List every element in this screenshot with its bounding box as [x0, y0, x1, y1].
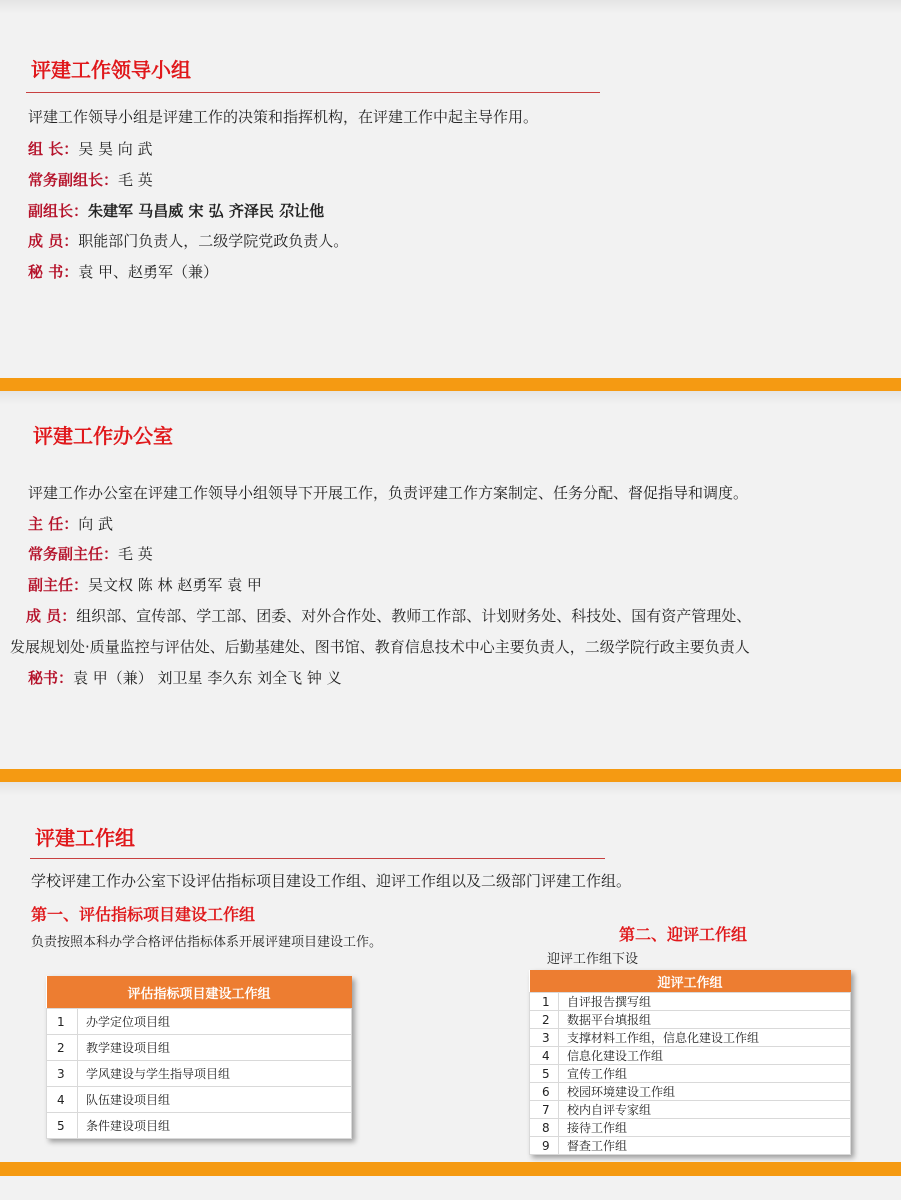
section1-title: 评建工作领导小组 [31, 58, 191, 82]
table-row [47, 1035, 352, 1061]
row-number: 7 [530, 1101, 559, 1119]
section-shade [0, 391, 901, 405]
section2-row-secretary [28, 667, 342, 688]
section1-description: 评建工作领导小组是评建工作的决策和指挥机构，在评建工作中起主导作用。 [28, 108, 539, 126]
section2-row-director [28, 513, 113, 534]
section1-row-members [28, 230, 348, 251]
row-label: 秘 书： [28, 263, 79, 281]
section3-title: 评建工作组 [35, 826, 135, 850]
section3-title-rule [30, 858, 605, 859]
section3-description: 学校评建工作办公室下设评估指标项目建设工作组、迎评工作组以及二级部门评建工作组。 [31, 872, 632, 890]
row-label: 副主任： [28, 576, 89, 594]
table-row [530, 1101, 851, 1119]
row-number: 1 [47, 1009, 78, 1035]
row-label: 常务副主任： [28, 545, 119, 563]
row-name: 接待工作组 [559, 1119, 851, 1137]
table-row [530, 1011, 851, 1029]
bottom-strip [0, 1176, 901, 1200]
row-number: 4 [530, 1047, 559, 1065]
section2-title: 评建工作办公室 [33, 424, 173, 448]
table-row [47, 1061, 352, 1087]
section-shade [0, 782, 901, 796]
row-value: 向 武 [78, 515, 114, 533]
row-label: 主 任： [28, 515, 79, 533]
row-number: 3 [47, 1061, 78, 1087]
part2-heading: 第二、迎评工作组 [619, 925, 748, 944]
section2-row-members [26, 605, 751, 626]
row-number: 1 [530, 993, 559, 1011]
table-row [47, 1113, 352, 1139]
section1-title-rule [26, 92, 600, 93]
row-name: 校内自评专家组 [559, 1101, 851, 1119]
part2-description: 迎评工作组下设 [547, 952, 639, 967]
part1-description: 负责按照本科办学合格评估指标体系开展评建项目建设工作。 [31, 935, 383, 950]
row-name: 校园环境建设工作组 [559, 1083, 851, 1101]
row-value: 职能部门负责人，二级学院党政负责人。 [78, 232, 349, 250]
row-value: 袁 甲（兼） 刘卫星 李久东 刘全飞 钟 义 [73, 669, 342, 687]
row-label: 成 员： [28, 232, 79, 250]
bottom-bar [0, 1162, 901, 1176]
section2-row-members-cont [10, 636, 750, 657]
row-number: 6 [530, 1083, 559, 1101]
row-label: 副组长： [28, 202, 89, 220]
table-header: 迎评工作组 [530, 970, 851, 993]
indicator-groups-table [46, 976, 352, 1139]
row-number: 2 [47, 1035, 78, 1061]
row-name: 宣传工作组 [559, 1065, 851, 1083]
row-label: 秘书： [28, 669, 74, 687]
divider-bar [0, 769, 901, 782]
row-number: 5 [47, 1113, 78, 1139]
section1-row-leader [28, 138, 153, 159]
row-name: 支撑材料工作组，信息化建设工作组 [559, 1029, 851, 1047]
row-label: 成 员： [26, 607, 77, 625]
reception-groups-table [529, 970, 851, 1155]
row-name: 督查工作组 [559, 1137, 851, 1155]
row-name: 队伍建设项目组 [78, 1087, 352, 1113]
row-name: 学风建设与学生指导项目组 [78, 1061, 352, 1087]
section2-row-deputy [28, 574, 262, 595]
table-row [530, 1047, 851, 1065]
row-value: 发展规划处·质量监控与评估处、后勤基建处、图书馆、教育信息技术中心主要负责人，二级学院行政主要负责人 [10, 638, 750, 656]
table-row [530, 1083, 851, 1101]
table-row [530, 1137, 851, 1155]
row-name: 信息化建设工作组 [559, 1047, 851, 1065]
top-shade [0, 0, 901, 14]
section-leadership-group [0, 0, 901, 378]
row-label: 常务副组长： [28, 171, 119, 189]
table-row [47, 1087, 352, 1113]
row-number: 5 [530, 1065, 559, 1083]
table-row [530, 993, 851, 1011]
row-number: 4 [47, 1087, 78, 1113]
table-row [47, 1009, 352, 1035]
row-name: 自评报告撰写组 [559, 993, 851, 1011]
row-value: 朱建军 马昌威 宋 弘 齐泽民 尕让他 [88, 202, 325, 220]
part1-heading: 第一、评估指标项目建设工作组 [31, 905, 256, 924]
row-label: 组 长： [28, 140, 79, 158]
section2-description: 评建工作办公室在评建工作领导小组领导下开展工作，负责评建工作方案制定、任务分配、督促指导和调度。 [28, 484, 749, 502]
row-number: 2 [530, 1011, 559, 1029]
row-value: 袁 甲、赵勇军（兼） [78, 263, 219, 281]
section1-row-secretary [28, 261, 218, 282]
row-name: 条件建设项目组 [78, 1113, 352, 1139]
row-number: 8 [530, 1119, 559, 1137]
table-row [530, 1029, 851, 1047]
row-name: 教学建设项目组 [78, 1035, 352, 1061]
table-row [530, 1065, 851, 1083]
table-row [530, 1119, 851, 1137]
row-value: 吴文权 陈 林 赵勇军 袁 甲 [88, 576, 262, 594]
row-number: 9 [530, 1137, 559, 1155]
section1-row-deputy [28, 200, 324, 221]
row-name: 数据平台填报组 [559, 1011, 851, 1029]
row-value: 吴 昊 向 武 [78, 140, 153, 158]
row-number: 3 [530, 1029, 559, 1047]
section2-row-exec-deputy [28, 543, 153, 564]
row-value: 毛 英 [118, 545, 153, 563]
row-value: 组织部、宣传部、学工部、团委、对外合作处、教师工作部、计划财务处、科技处、国有资产管理处、 [76, 607, 752, 625]
divider-bar [0, 378, 901, 391]
row-name: 办学定位项目组 [78, 1009, 352, 1035]
section1-row-exec-deputy [28, 169, 153, 190]
table-header: 评估指标项目建设工作组 [47, 976, 352, 1009]
section-office [0, 391, 901, 769]
row-value: 毛 英 [118, 171, 153, 189]
